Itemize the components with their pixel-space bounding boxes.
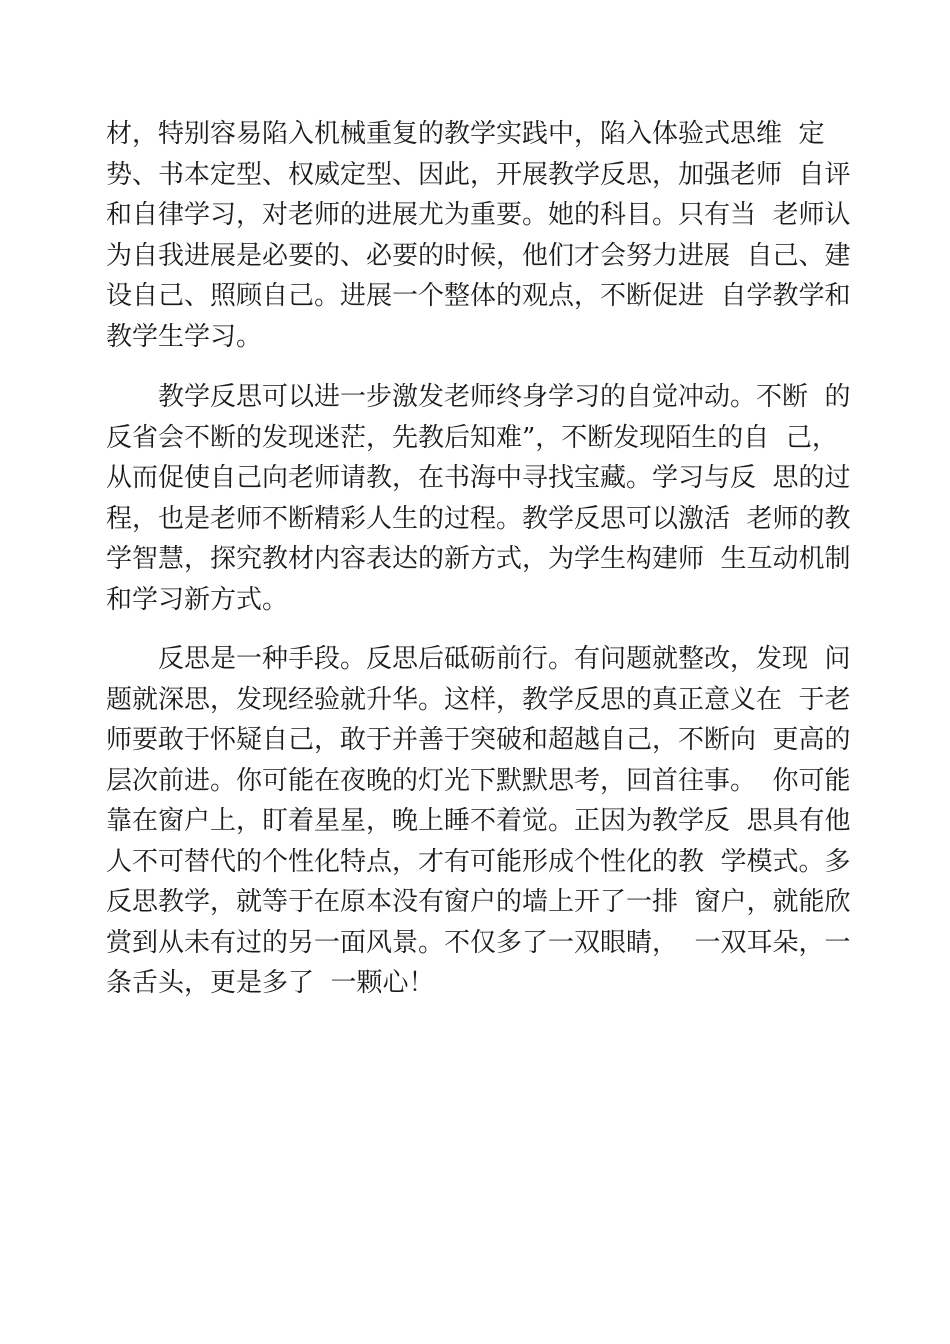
- paragraph-line: 为自我进展是必要的、必要的时候，他们才会努力进展 自己、建: [106, 240, 851, 271]
- paragraph-line: 条舌头，更是多了 一颗心！: [106, 968, 435, 998]
- paragraph-line: 层次前进。你可能在夜晚的灯光下默默思考，回首往事。 你可能: [106, 765, 851, 796]
- paragraph-line: 靠在窗户上，盯着星星，晚上睡不着觉。正因为教学反 思具有他: [106, 806, 851, 836]
- paragraph-3: [106, 639, 876, 1004]
- paragraph-line: 设自己、照顾自己。进展一个整体的观点，不断促进 自学教学和: [106, 281, 851, 311]
- paragraph-line: 和学习新方式。: [106, 584, 289, 615]
- paragraph-line: 题就深思，发现经验就升华。这样，教学反思的真正意义在 于老: [106, 684, 851, 715]
- paragraph-first-line: 教学反思可以进一步激发老师终身学习的自觉冲动。不断 的: [158, 382, 851, 412]
- paragraph-line: 人不可替代的个性化特点，才有可能形成个性化的教 学模式。多: [106, 846, 851, 877]
- paragraph-line: 反省会不断的发现迷茫，先教后知难”，不断发现陌生的自 己，: [106, 422, 838, 453]
- paragraph-1: [106, 114, 876, 357]
- paragraph-line: 赏到从未有过的另一面风景。不仅多了一双眼睛， 一双耳朵，一: [106, 927, 851, 958]
- paragraph-line: 教学生学习。: [106, 321, 263, 352]
- paragraph-line: 学智慧，探究教材内容表达的新方式，为学生构建师 生互动机制: [106, 544, 851, 574]
- paragraph-line: 材，特别容易陷入机械重复的教学实践中，陷入体验式思维 定: [106, 119, 825, 149]
- paragraph-line: 势、书本定型、权威定型、因此，开展教学反思，加强老师 自评: [106, 159, 851, 190]
- paragraph-line: 从而促使自己向老师请教，在书海中寻找宝藏。学习与反 思的过: [106, 463, 851, 493]
- paragraph-line: 和自律学习，对老师的进展尤为重要。她的科目。只有当 老师认: [106, 200, 851, 230]
- paragraph-first-line: 反思是一种手段。反思后砥砺前行。有问题就整改，发现 问: [158, 644, 851, 674]
- paragraph-2: [106, 377, 876, 620]
- paragraph-line: 师要敢于怀疑自己，敢于并善于突破和超越自己，不断向 更高的: [106, 725, 851, 755]
- paragraph-line: 反思教学，就等于在原本没有窗户的墙上开了一排 窗户，就能欣: [106, 887, 851, 917]
- paragraph-line: 程，也是老师不断精彩人生的过程。教学反思可以激活 老师的教: [106, 503, 851, 534]
